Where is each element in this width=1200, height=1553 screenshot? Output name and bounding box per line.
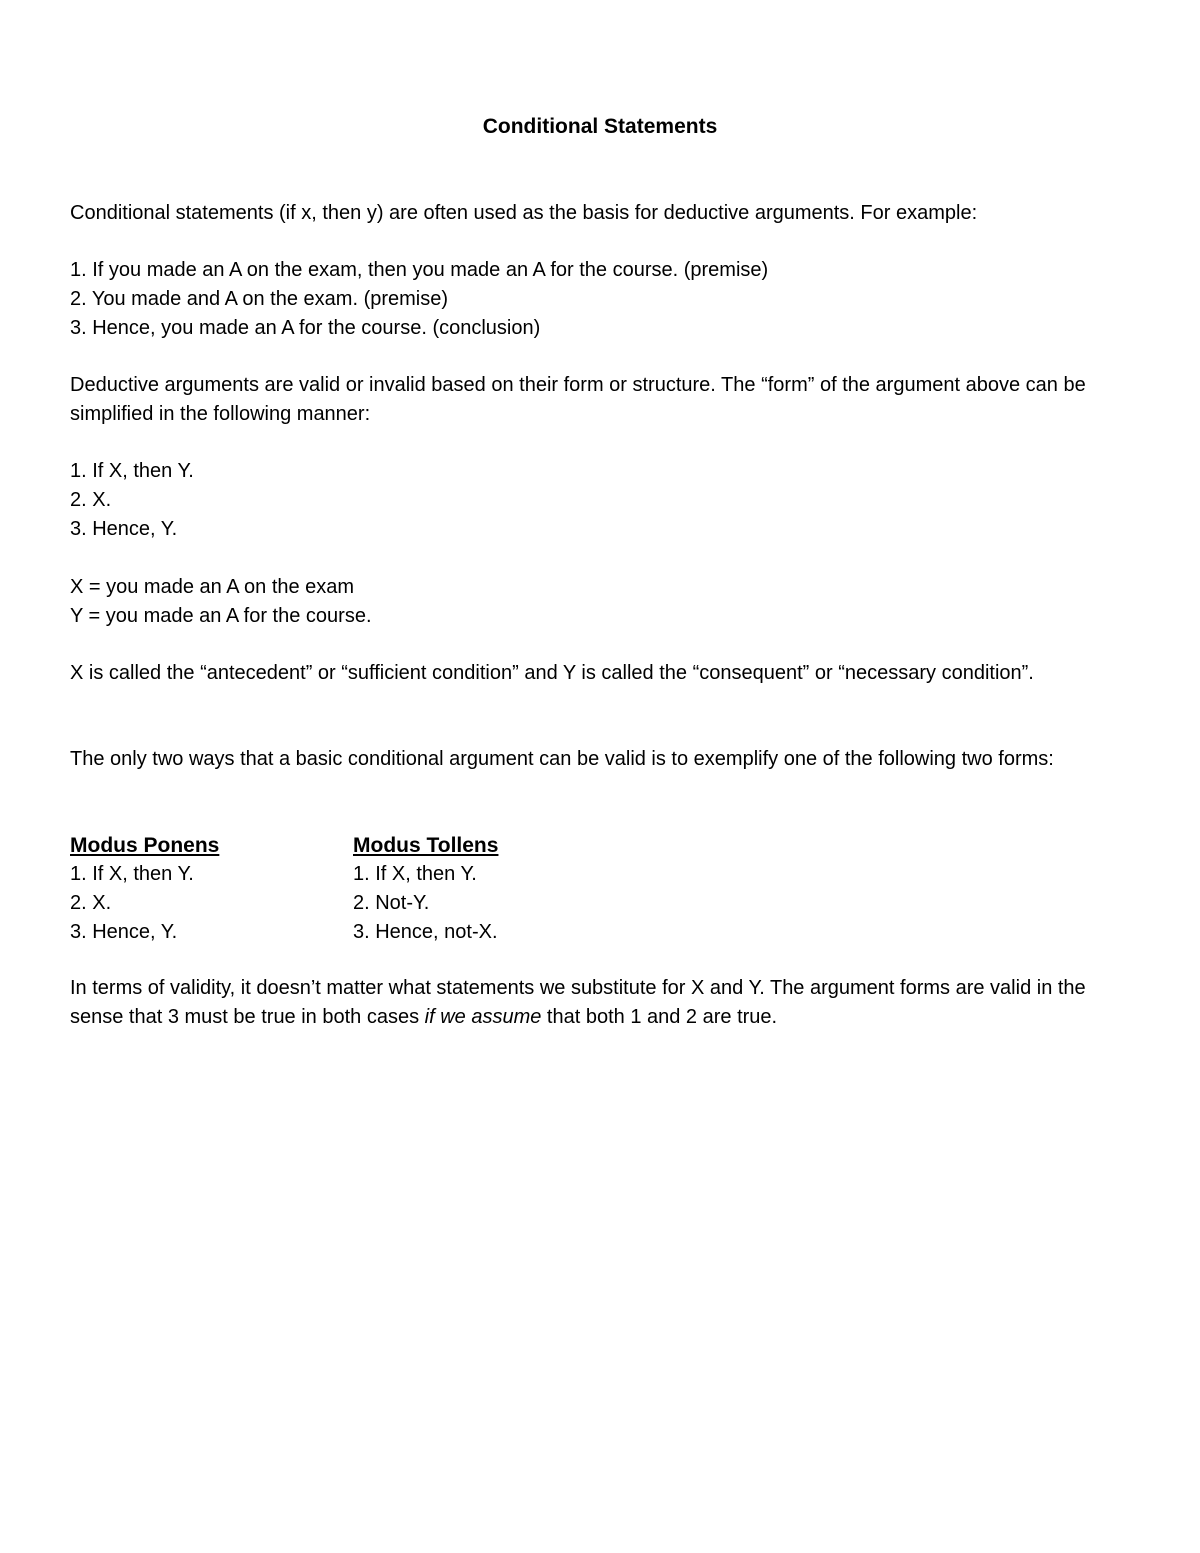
modus-ponens-column — [70, 831, 340, 947]
list-item: 1. If you made an A on the exam, then you made an A for the course. (premise) — [70, 259, 769, 281]
list-item: 3. Hence, Y. — [70, 518, 178, 540]
simplified-form — [70, 457, 1140, 544]
validity-text-before: In terms of validity, it doesn’t matter what statements we substitute for X and Y. The argument forms are valid in the sense that 3 must be true in both cases — [70, 977, 1086, 1028]
intro-paragraph: Conditional statements (if x, then y) are often used as the basis for deductive arguments. For example: — [70, 202, 978, 224]
list-item: 1. If X, then Y. — [70, 460, 194, 482]
modus-ponens-heading: Modus Ponens — [70, 834, 220, 857]
list-item: 3. Hence, Y. — [70, 921, 178, 943]
definition-x: X = you made an A on the exam — [70, 576, 355, 598]
validity-emphasis: if we assume — [424, 1006, 542, 1028]
terms-paragraph: X is called the “antecedent” or “sufficient condition” and Y is called the “consequent” or “necessary condition”. — [70, 662, 1034, 684]
modus-tollens-column — [353, 831, 623, 947]
page-title: Conditional Statements — [482, 115, 718, 138]
modus-tollens-heading: Modus Tollens — [353, 834, 499, 857]
form-paragraph: Deductive arguments are valid or invalid based on their form or structure. The “form” of the argument above can be simplified in the following manner: — [70, 374, 1086, 425]
list-item: 3. Hence, not-X. — [353, 921, 498, 943]
valid-forms-paragraph: The only two ways that a basic conditional argument can be valid is to exemplify one of the following two forms: — [70, 748, 1054, 770]
list-item: 3. Hence, you made an A for the course. (conclusion) — [70, 317, 541, 339]
list-item: 2. Not-Y. — [353, 892, 430, 914]
validity-text-after: that both 1 and 2 are true. — [541, 1006, 778, 1028]
variable-definitions — [70, 573, 1140, 631]
list-item: 1. If X, then Y. — [353, 863, 477, 885]
validity-paragraph — [70, 974, 1140, 1032]
list-item: 2. X. — [70, 489, 112, 511]
list-item: 1. If X, then Y. — [70, 863, 194, 885]
example-argument — [70, 256, 1140, 343]
definition-y: Y = you made an A for the course. — [70, 605, 372, 627]
list-item: 2. X. — [70, 892, 112, 914]
list-item: 2. You made and A on the exam. (premise) — [70, 288, 449, 310]
